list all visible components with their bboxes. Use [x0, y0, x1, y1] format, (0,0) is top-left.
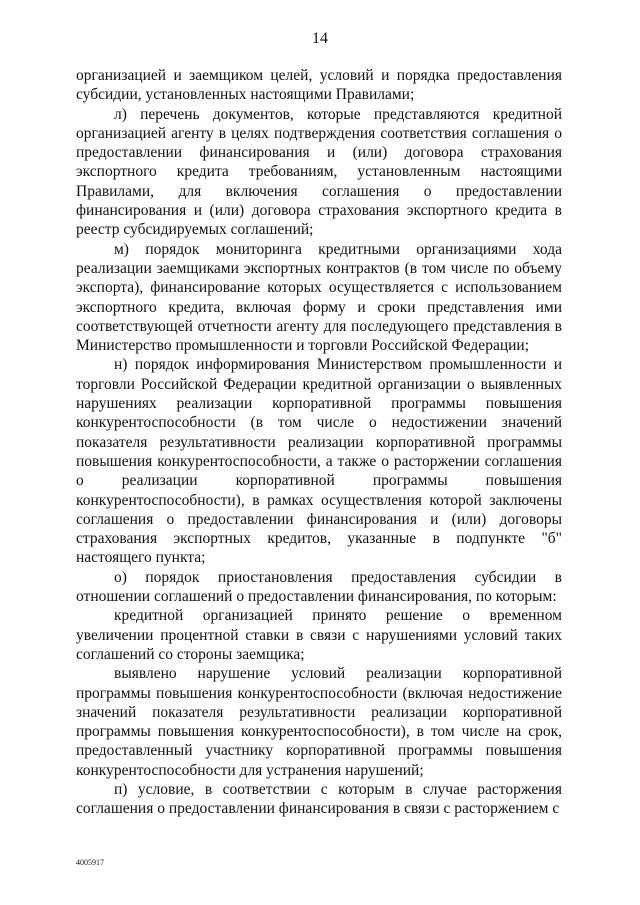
- document-body: [76, 66, 562, 819]
- document-footer-id: 4005917: [76, 858, 104, 867]
- paragraph-item-n: н) порядок информирования Министерством промышленности и торговли Российской Федерации кредитной организации о выявленных нарушениях реализации корпоративной программы повышения конкурентоспособности (в том числе о недостижении значений показателя результативности реализации корпоративной программы повышения конкурентоспособности, а также о расторжении соглашения о реализации корпоративной программы повышения конкурентоспособности), в рамках осуществления которой заключены соглашения о предоставлении финансирования и (или) договоры страхования экспортных кредитов, указанные в подпункте "б" настоящего пункта;: [76, 356, 562, 567]
- paragraph-item-m: м) порядок мониторинга кредитными организациями хода реализации заемщиками экспортных контрактов (в том числе по объему экспорта), финансирование которых осуществляется с использованием экспортного кредита, включая форму и сроки представления ими соответствующей отчетности агенту для последующего представления в Министерство промышленности и торговли Российской Федерации;: [76, 240, 562, 355]
- paragraph-subitem-2: выявлено нарушение условий реализации корпоративной программы повышения конкурентоспособности (включая недостижение значений показателя результативности реализации корпоративной программы повышения конкурентоспособности), в том числе на срок, предоставленный участнику корпоративной программы повышения конкурентоспособности для устранения нарушений;: [76, 665, 562, 779]
- paragraph-item-l: л) перечень документов, которые представляются кредитной организацией агенту в целях подтверждения соответствия соглашения о предоставлении финансирования и (или) договора страхования экспортного кредита требованиям, установленным настоящими Правилами, для включения соглашения о предоставлении финансирования и (или) договора страхования экспортного кредита в реестр субсидируемых соглашений;: [76, 105, 562, 239]
- page-number: 14: [312, 30, 328, 47]
- paragraph-item-p: п) условие, в соответствии с которым в случае расторжения соглашения о предоставлении финансирования в связи с расторжением с: [76, 780, 562, 818]
- paragraph-continuation: организацией и заемщиком целей, условий и порядка предоставления субсидии, установленных настоящими Правилами;: [76, 67, 562, 104]
- paragraph-subitem-1: кредитной организацией принято решение о временном увеличении процентной ставки в связи с нарушениями условий таких соглашений со стороны заемщика;: [76, 607, 562, 663]
- paragraph-item-o: о) порядок приостановления предоставления субсидии в отношении соглашений о предоставлении финансирования, по которым:: [76, 568, 562, 606]
